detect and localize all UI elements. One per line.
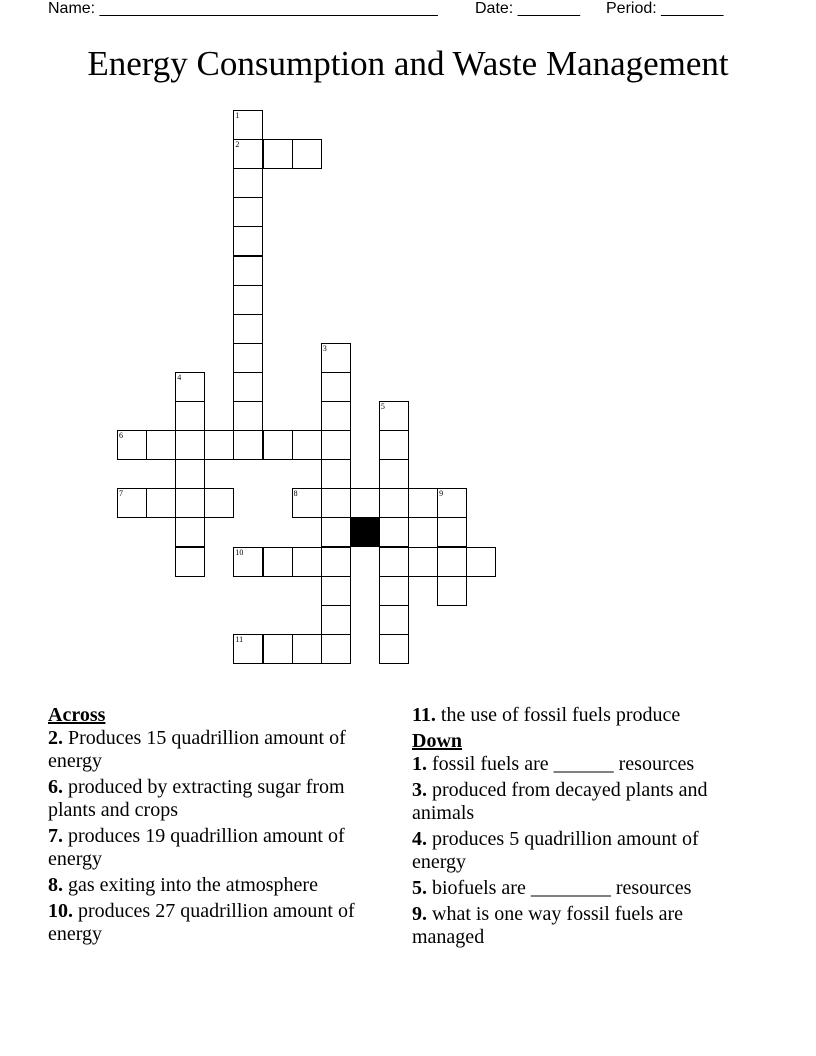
grid-cell[interactable] (263, 547, 293, 577)
date-field-label: Date: _______ (475, 0, 580, 17)
grid-cell[interactable] (321, 343, 351, 373)
grid-cell[interactable] (321, 634, 351, 664)
grid-cell[interactable] (233, 430, 263, 460)
grid-cell[interactable] (204, 430, 234, 460)
grid-cell[interactable] (233, 343, 263, 373)
down-clue-1 (412, 753, 757, 776)
clue-number: 1. (412, 753, 427, 775)
grid-cell[interactable] (466, 547, 496, 577)
grid-cell[interactable] (233, 168, 263, 198)
clue-text: fossil fuels are ______ resources (432, 753, 695, 775)
grid-cell[interactable] (379, 430, 409, 460)
grid-cell[interactable] (146, 430, 176, 460)
grid-cell[interactable] (263, 139, 293, 169)
across-clue-2 (48, 727, 393, 773)
clue-text: the use of fossil fuels produce (440, 704, 681, 726)
grid-cell[interactable] (263, 430, 293, 460)
clue-number: 9. (412, 903, 427, 925)
down-clue-5 (412, 877, 757, 900)
grid-cell[interactable] (175, 488, 205, 518)
grid-cell[interactable] (321, 372, 351, 402)
across-clue-11 (412, 704, 757, 727)
grid-cell[interactable] (233, 314, 263, 344)
grid-cell[interactable] (321, 547, 351, 577)
clue-number-label: 9 (439, 489, 444, 499)
grid-cell[interactable] (292, 547, 322, 577)
grid-cell[interactable] (233, 256, 263, 286)
clue-number-label: 6 (119, 431, 123, 441)
clue-text: what is one way fossil fuels are managed (412, 903, 684, 948)
clues-column-right (412, 704, 757, 952)
grid-cell[interactable] (292, 488, 322, 518)
grid-cell[interactable] (379, 605, 409, 635)
grid-cell[interactable] (321, 517, 351, 547)
grid-cell[interactable] (233, 226, 263, 256)
grid-cell[interactable] (233, 372, 263, 402)
name-field-label: Name: ______________________________________ (48, 0, 438, 17)
clue-number: 4. (412, 828, 427, 850)
grid-cell[interactable] (175, 459, 205, 489)
clue-text: produces 5 quadrillion amount of energy (412, 828, 699, 873)
grid-cell[interactable] (233, 139, 263, 169)
grid-cell[interactable] (233, 110, 263, 140)
down-clue-3 (412, 779, 757, 825)
grid-cell[interactable] (379, 634, 409, 664)
grid-cell[interactable] (292, 139, 322, 169)
grid-cell[interactable] (321, 488, 351, 518)
clue-number: 3. (412, 779, 427, 801)
across-clue-6 (48, 776, 393, 822)
grid-cell[interactable] (233, 401, 263, 431)
grid-cell[interactable] (292, 430, 322, 460)
grid-cell[interactable] (379, 459, 409, 489)
clue-number-label: 7 (119, 489, 123, 499)
down-heading: Down (412, 730, 463, 752)
grid-cell[interactable] (379, 576, 409, 606)
clue-number-label: 2 (235, 140, 240, 150)
clue-number-label: 8 (293, 489, 298, 499)
grid-cell[interactable] (292, 634, 322, 664)
clue-number: 10. (48, 900, 73, 922)
clue-number: 8. (48, 874, 63, 896)
grid-cell[interactable] (233, 634, 263, 664)
clue-number-label: 3 (322, 343, 327, 353)
grid-cell[interactable] (175, 401, 205, 431)
grid-cell[interactable] (146, 488, 176, 518)
clue-number-label: 11 (235, 634, 244, 644)
page-title: Energy Consumption and Waste Management (87, 44, 729, 83)
grid-cell[interactable] (175, 372, 205, 402)
clue-text: Produces 15 quadrillion amount of energy (48, 727, 346, 772)
clue-number-label: 5 (380, 402, 385, 411)
clue-number: 6. (48, 776, 63, 798)
clue-number: 5. (412, 877, 427, 899)
grid-cell[interactable] (379, 547, 409, 577)
clue-text: gas exiting into the atmosphere (68, 874, 318, 896)
grid-cell[interactable] (117, 488, 147, 518)
across-heading: Across (48, 704, 106, 726)
clue-text: produced from decayed plants and animals (412, 779, 708, 824)
grid-cell[interactable] (350, 488, 380, 518)
grid-cell[interactable] (379, 488, 409, 518)
grid-cell[interactable] (379, 401, 409, 431)
grid-cell[interactable] (437, 547, 467, 577)
clue-number-label: 4 (177, 372, 182, 382)
grid-cell[interactable] (204, 488, 234, 518)
grid-cell[interactable] (321, 401, 351, 431)
clue-text: produces 27 quadrillion amount of energy (48, 900, 355, 945)
down-clue-9 (412, 903, 757, 949)
clue-number-label: 1 (235, 111, 240, 120)
grid-cell[interactable] (321, 430, 351, 460)
blocked-cell (350, 517, 380, 547)
grid-cell[interactable] (408, 547, 438, 577)
across-clue-10 (48, 900, 393, 946)
down-clue-4 (412, 828, 757, 874)
grid-cell[interactable] (437, 576, 467, 606)
grid-cell[interactable] (408, 488, 438, 518)
grid-cell[interactable] (175, 547, 205, 577)
grid-cell[interactable] (321, 576, 351, 606)
grid-cell[interactable] (437, 488, 467, 518)
grid-cell[interactable] (321, 605, 351, 635)
clue-text: produced by extracting sugar from plants and crops (48, 776, 345, 821)
grid-cell[interactable] (233, 547, 263, 577)
clue-number: 2. (48, 727, 63, 749)
clue-number-label: 10 (235, 547, 244, 557)
grid-cell[interactable] (321, 459, 351, 489)
grid-cell[interactable] (117, 430, 147, 460)
grid-cell[interactable] (379, 517, 409, 547)
grid-cell[interactable] (233, 197, 263, 227)
grid-cell[interactable] (175, 517, 205, 547)
grid-cell[interactable] (437, 517, 467, 547)
across-clue-8 (48, 874, 393, 897)
clue-text: produces 19 quadrillion amount of energy (48, 825, 345, 870)
period-field-label: Period: _______ (606, 0, 724, 17)
grid-cell[interactable] (263, 634, 293, 664)
grid-cell[interactable] (233, 285, 263, 315)
across-clue-7 (48, 825, 393, 871)
grid-cell[interactable] (175, 430, 205, 460)
clues-column-left (48, 704, 393, 949)
clue-number: 11. (412, 704, 436, 726)
clue-text: biofuels are ________ resources (432, 877, 692, 899)
clue-number: 7. (48, 825, 63, 847)
